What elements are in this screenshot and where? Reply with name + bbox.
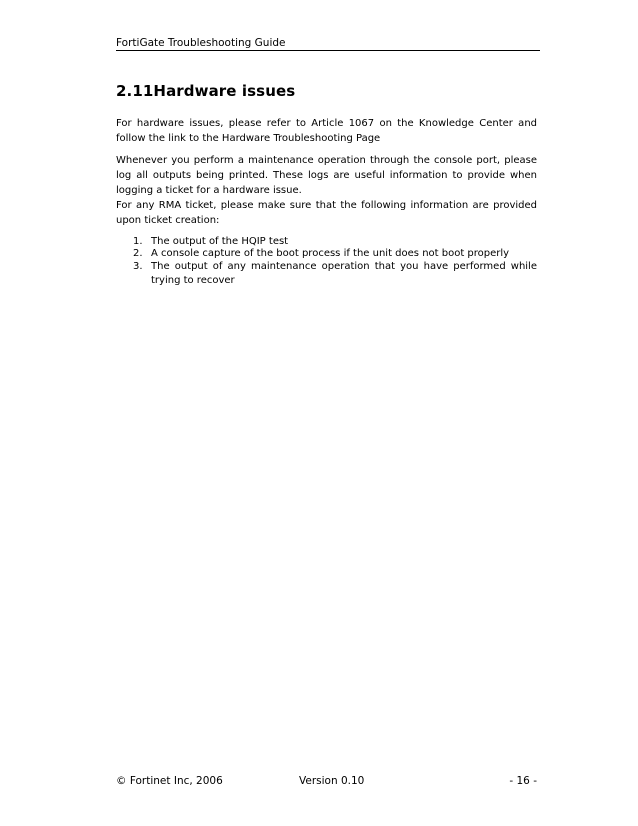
footer-page-number: - 16 - <box>509 775 537 787</box>
list-item <box>116 236 537 248</box>
page-header <box>116 36 540 51</box>
list-item-number: 3. <box>133 261 143 272</box>
list-item-number: 1. <box>133 236 143 247</box>
page-footer <box>116 774 540 788</box>
footer-version: Version 0.10 <box>299 775 365 787</box>
section-heading <box>116 82 295 100</box>
header-title: FortiGate Troubleshooting Guide <box>116 37 286 49</box>
list-item <box>116 260 537 288</box>
list-item-number: 2. <box>133 248 143 259</box>
required-info-list <box>116 236 537 288</box>
list-item <box>116 248 537 260</box>
paragraph-console-logs: Whenever you perform a maintenance operation through the console port, please log all outputs being printed. These logs are useful information to provide when logging a ticket for a hardware issue. <box>116 155 537 196</box>
paragraph-hardware-article: For hardware issues, please refer to Article 1067 on the Knowledge Center and follow the link to the Hardware Troubleshooting Page <box>116 118 537 144</box>
list-item-text: The output of the HQIP test <box>151 236 289 247</box>
list-item-text: A console capture of the boot process if the unit does not boot properly <box>151 248 510 259</box>
section-number: 2.11 <box>116 82 154 100</box>
paragraph-rma-ticket: For any RMA ticket, please make sure that the following information are provided upon ticket creation: <box>116 200 537 226</box>
list-item-text: The output of any maintenance operation that you have performed while trying to recover <box>151 261 537 286</box>
footer-copyright: © Fortinet Inc, 2006 <box>116 775 223 787</box>
section-title-text: Hardware issues <box>153 82 296 100</box>
